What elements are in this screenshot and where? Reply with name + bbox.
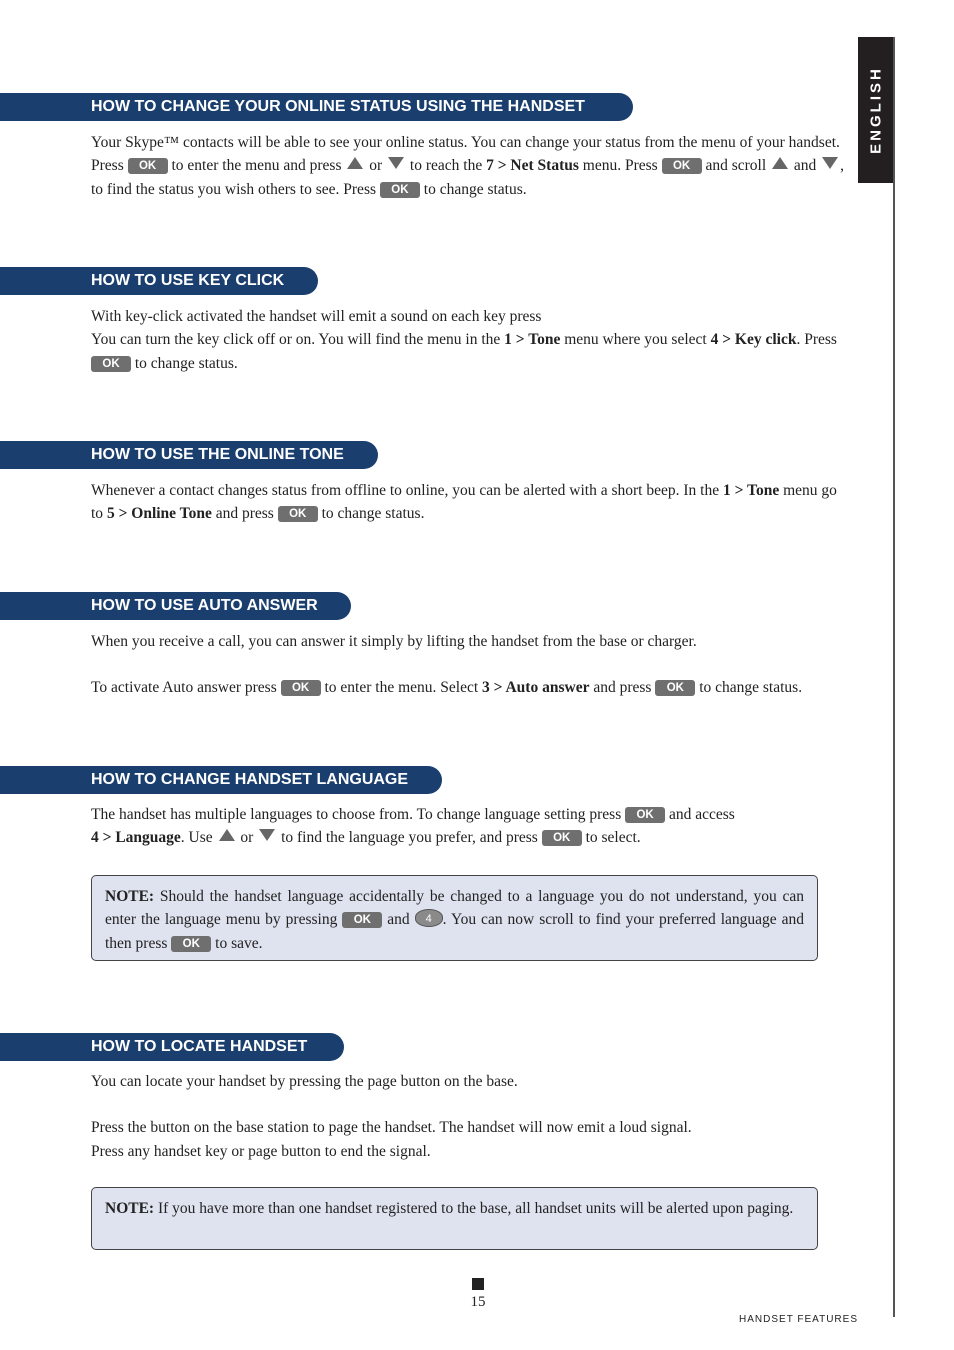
ok-key-icon: OK [380,182,420,198]
up-arrow-icon [347,157,363,169]
heading-online-tone: HOW TO USE THE ONLINE TONE [0,441,378,469]
ok-key-icon: OK [171,936,211,952]
ok-key-icon: OK [278,506,318,522]
language-tab-label: ENGLISH [867,66,885,154]
ok-key-icon: OK [655,680,695,696]
heading-online-status: HOW TO CHANGE YOUR ONLINE STATUS USING THE HANDSET [0,93,633,121]
paging-note: NOTE: If you have more than one handset registered to the base, all handset units will be alerted upon paging. [91,1187,818,1250]
page-number: 15 [470,1294,486,1310]
ok-key-icon: OK [342,912,382,928]
up-arrow-icon [772,157,788,169]
ok-key-icon: OK [91,356,131,372]
language-tab [858,37,894,183]
handset-language-text: The handset has multiple languages to choose from. To change language setting press OK and access 4 > Language. Use or to find the language you prefer, and press OK to select. [91,806,735,847]
down-arrow-icon [822,157,838,169]
heading-key-click: HOW TO USE KEY CLICK [0,267,318,295]
heading-auto-answer: HOW TO USE AUTO ANSWER [0,592,351,620]
ok-key-icon: OK [128,158,168,174]
down-arrow-icon [259,829,275,841]
key-click-text: With key-click activated the handset will emit a sound on each key press You can turn the key click off or on. You will find the menu in the 1 > Tone menu where you select 4 > Key click. Press OK to change status. [91,308,837,372]
key-4-icon: 4 [415,909,443,927]
page-marker [472,1278,484,1290]
ok-key-icon: OK [625,807,665,823]
up-arrow-icon [219,829,235,841]
auto-answer-text: When you receive a call, you can answer it simply by lifting the handset from the base or charger. To activate Auto answer press OK to enter the menu. Select 3 > Auto answer and press OK to change status. [91,633,803,697]
language-note: NOTE: Should the handset language accidentally be changed to a language you do not understand, you can enter the language menu by pressing OK and 4 . You can now scroll to find your preferred language and then press OK to save. [91,875,818,961]
ok-key-icon: OK [542,830,582,846]
heading-handset-language: HOW TO CHANGE HANDSET LANGUAGE [0,766,442,794]
ok-key-icon: OK [281,680,321,696]
footer-section-title: HANDSET FEATURES [739,1314,858,1325]
online-status-text: Your Skype™ contacts will be able to see your online status. You can change your status from the menu of your handset. Press OK to enter the menu and press or to reach the 7 > Net Status menu. Press OK and scroll and , to find the status you wish others to see. Press OK to change status. [91,134,845,198]
locate-handset-text: You can locate your handset by pressing the page button on the base. Press the button on the base station to page the handset. The handset will now emit a loud signal. Press any handset key or page button to end the signal. [91,1073,692,1160]
ok-key-icon: OK [662,158,702,174]
online-tone-text: Whenever a contact changes status from offline to online, you can be alerted with a short beep. In the 1 > Tone menu go to 5 > Online Tone and press OK to change status. [91,482,837,523]
side-rule [893,37,895,1317]
down-arrow-icon [388,157,404,169]
heading-locate-handset: HOW TO LOCATE HANDSET [0,1033,344,1061]
